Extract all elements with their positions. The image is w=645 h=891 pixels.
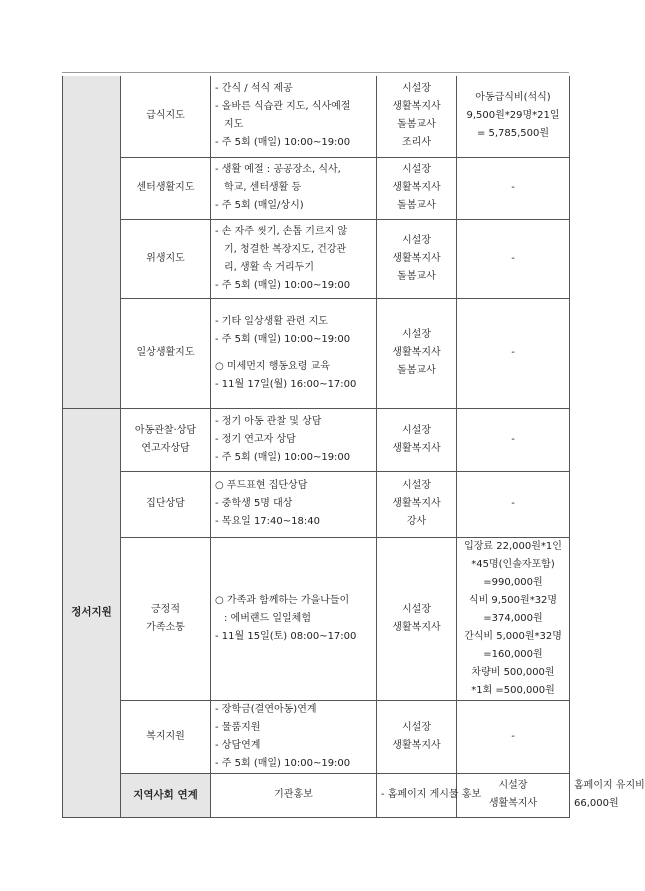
cost-cell: 아동급식비(석식) 9,500원*29명*21일 = 5,785,500원 — [457, 76, 570, 157]
content-cell: - 생활 예절 : 공공장소, 식사, 학교, 센터생활 등 - 주 5회 (매일/상시) — [211, 157, 377, 219]
content-cell: - 정기 아동 관찰 및 상담 - 정기 연고자 상담 - 주 5회 (매일) 10:00~19:00 — [211, 408, 377, 471]
program-plan-table — [62, 76, 645, 818]
content-cell: ○ 가족과 함께하는 가을나들이 : 에버랜드 일일체험 - 11월 15일(토) 08:00~17:00 — [211, 537, 377, 700]
content-cell: - 기타 일상생활 관련 지도 - 주 5회 (매일) 10:00~19:00 ○ 미세먼지 행동요령 교육 - 11월 17일(월) 16:00~17:00 — [211, 298, 377, 408]
program-cell: 급식지도 — [121, 76, 211, 157]
cost-cell: - — [457, 471, 570, 537]
program-cell: 복지지원 — [121, 700, 211, 773]
table-row — [63, 408, 570, 471]
table-row — [63, 219, 570, 298]
content-cell: ○ 푸드표현 집단상담 - 중학생 5명 대상 - 목요일 17:40~18:40 — [211, 471, 377, 537]
category-cell: 정서지원 — [63, 408, 121, 817]
staff-cell: 시설장 생활복지사 돌봄교사 조리사 — [377, 76, 457, 157]
program-cell: 위생지도 — [121, 219, 211, 298]
category-cell: 지역사회 연계 — [121, 773, 211, 817]
program-cell: 집단상담 — [121, 471, 211, 537]
cost-cell: - — [457, 408, 570, 471]
program-cell: 아동관찰·상담 연고자상담 — [121, 408, 211, 471]
program-cell: 기관홍보 — [211, 773, 377, 817]
staff-cell: 시설장 생활복지사 — [457, 773, 570, 817]
staff-cell: 시설장 생활복지사 돌봄교사 — [377, 298, 457, 408]
program-cell: 일상생활지도 — [121, 298, 211, 408]
table-row — [63, 471, 570, 537]
table-row — [63, 298, 570, 408]
content-cell: - 간식 / 석식 제공 - 올바른 식습관 지도, 식사예절 지도 - 주 5회 (매일) 10:00~19:00 — [211, 76, 377, 157]
staff-cell: 시설장 생활복지사 — [377, 537, 457, 700]
table-row — [63, 537, 570, 700]
staff-cell: 시설장 생활복지사 강사 — [377, 471, 457, 537]
content-cell: - 손 자주 씻기, 손톱 기르지 않 기, 청결한 복장지도, 건강관 리, 생활 속 거리두기 - 주 5회 (매일) 10:00~19:00 — [211, 219, 377, 298]
program-cell: 긍정적 가족소통 — [121, 537, 211, 700]
cost-cell: - — [457, 157, 570, 219]
staff-cell: 시설장 생활복지사 — [377, 408, 457, 471]
table-row — [63, 700, 570, 773]
content-cell: - 홈페이지 게시물 홍보 — [377, 773, 457, 817]
table-row: 지역사회 연계 기관홍보 - 홈페이지 게시물 홍보 시설장 생활복지사 홈페이지 유지비 66,000원 — [63, 773, 570, 817]
staff-cell: 시설장 생활복지사 — [377, 700, 457, 773]
cost-cell: - — [457, 700, 570, 773]
category-cell-continued — [63, 76, 121, 408]
table-row — [63, 76, 570, 157]
staff-cell: 시설장 생활복지사 돌봄교사 — [377, 157, 457, 219]
table-row — [63, 157, 570, 219]
staff-cell: 시설장 생활복지사 돌봄교사 — [377, 219, 457, 298]
spacer — [215, 349, 372, 358]
cost-cell: - — [457, 219, 570, 298]
program-cell: 센터생활지도 — [121, 157, 211, 219]
cost-cell: 입장료 22,000원*1인 *45명(인솔자포함) =990,000원 식비 9,500원*32명 =374,000원 간식비 5,000원*32명 =160,000원 차량비 500,000원 *1회 =500,000원 — [457, 537, 570, 700]
content-cell: - 장학금(결연아동)연계 - 물품지원 - 상담연계 - 주 5회 (매일) 10:00~19:00 — [211, 700, 377, 773]
cost-cell: - — [457, 298, 570, 408]
table-top-edge — [62, 72, 569, 73]
